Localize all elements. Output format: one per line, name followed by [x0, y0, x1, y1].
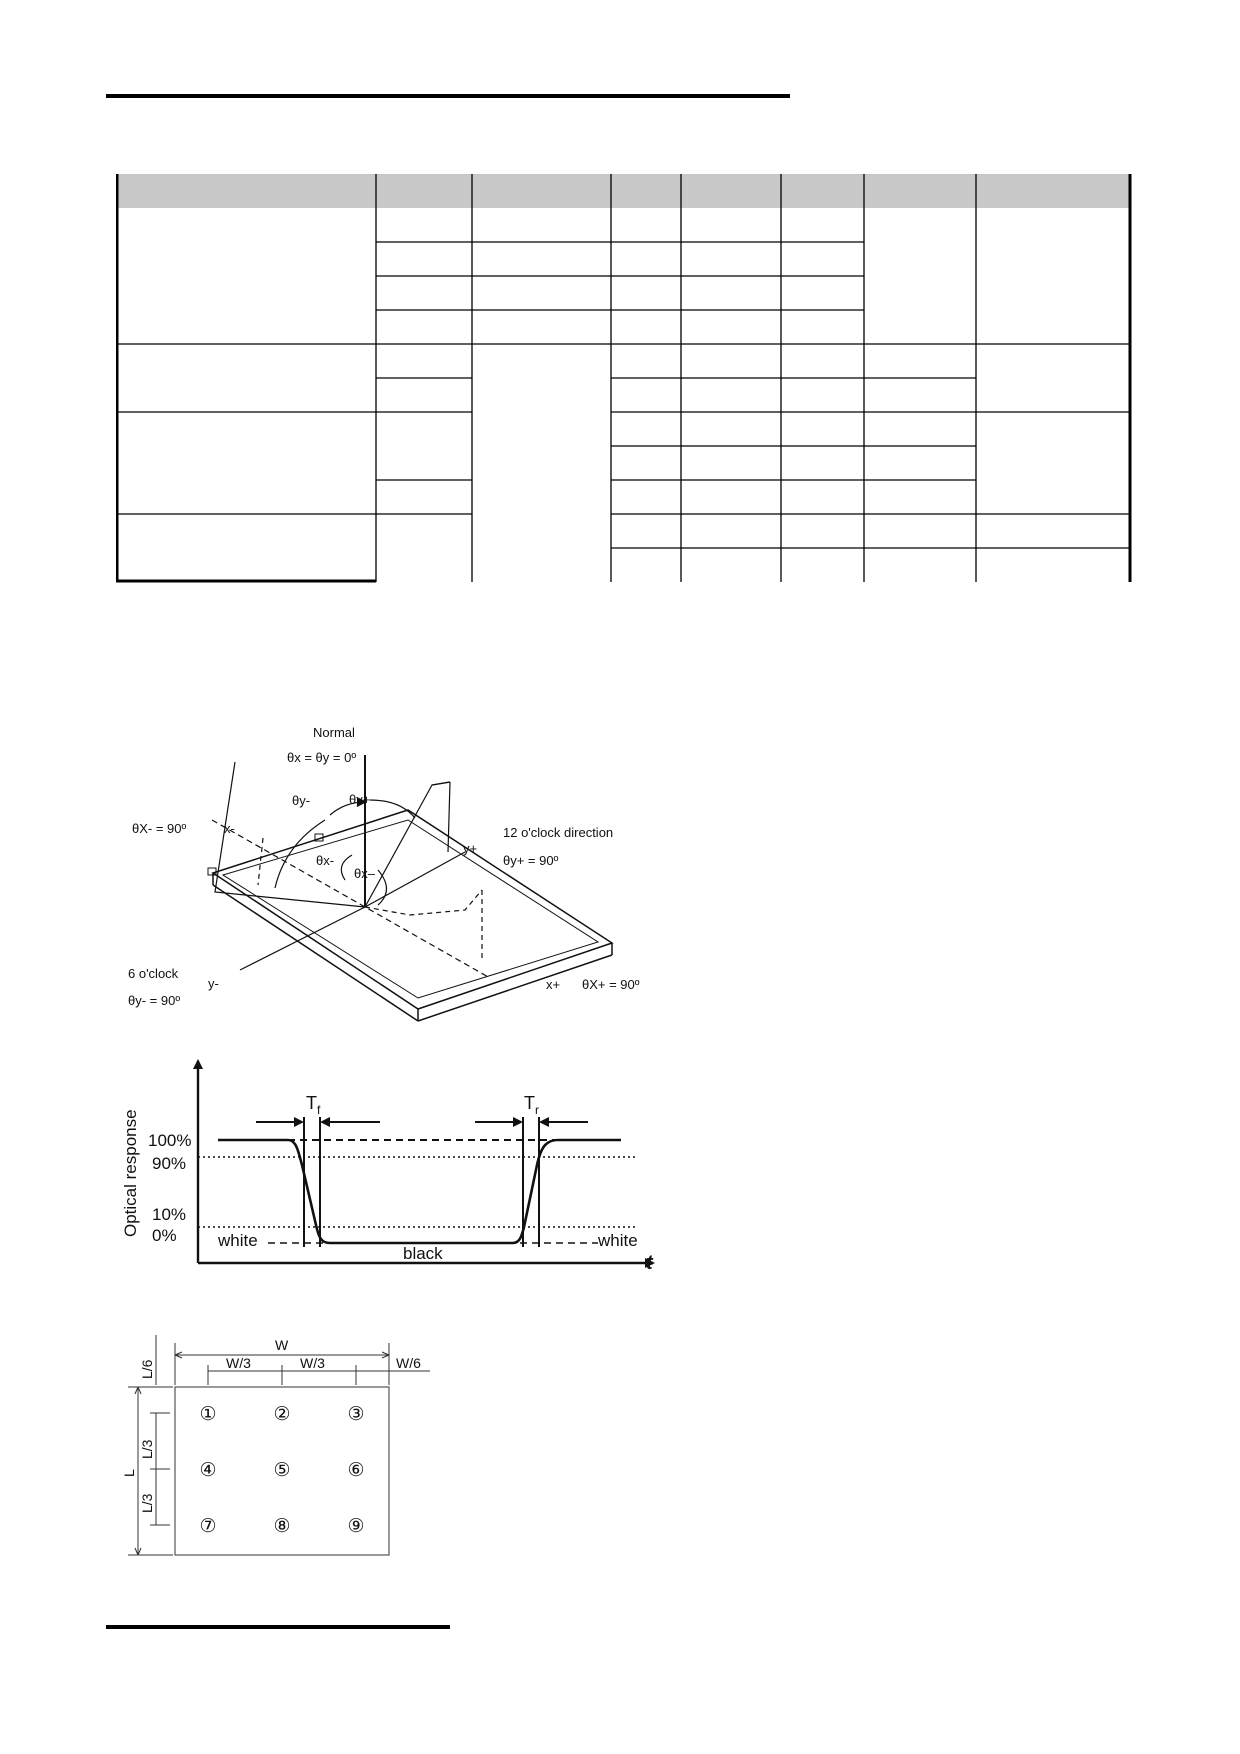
point-3: ③	[347, 1404, 365, 1425]
point-6: ⑥	[347, 1460, 365, 1481]
point-2: ②	[273, 1404, 291, 1425]
dim-w: W	[275, 1337, 289, 1353]
point-7: ⑦	[199, 1516, 217, 1537]
tick-0: 0%	[152, 1226, 177, 1245]
t-axis-label: t	[646, 1252, 653, 1274]
response-time-diagram	[118, 1055, 666, 1277]
measurement-points-diagram	[120, 1335, 440, 1565]
point-9: ⑨	[347, 1516, 365, 1537]
white-left-label: white	[218, 1231, 258, 1250]
axis-x-minus: x-	[224, 821, 235, 836]
six-oclock-label: 6 o'clock	[128, 966, 179, 981]
dim-w3-b: W/3	[300, 1355, 325, 1371]
point-1: ①	[199, 1404, 217, 1425]
white-right-label: white	[598, 1231, 638, 1250]
theta-x-minus-equation: θX- = 90º	[132, 821, 187, 836]
footer-rule	[106, 1625, 450, 1629]
black-label: black	[403, 1244, 443, 1263]
point-5: ⑤	[273, 1460, 291, 1481]
tick-10: 10%	[152, 1205, 187, 1224]
point-8: ⑧	[273, 1516, 291, 1537]
theta-y-plus-equation: θy+ = 90º	[503, 853, 559, 868]
dim-w3-a: W/3	[226, 1355, 251, 1371]
spec-table-grid	[116, 174, 1132, 584]
tr-label: $T_r$	[524, 1093, 539, 1117]
y-axis-label: Optical response	[121, 1109, 140, 1237]
point-4: ④	[199, 1460, 217, 1481]
normal-equation: θx = θy = 0º	[287, 750, 357, 765]
theta-x-minus-inner: θx-	[316, 853, 335, 868]
tf-label: $T_f$	[306, 1093, 321, 1117]
theta-y-plus: θy+	[349, 792, 371, 807]
header-rule	[106, 94, 790, 98]
axis-x-plus: x+	[546, 977, 561, 992]
tick-100: 100%	[148, 1131, 192, 1150]
axis-y-minus: y-	[208, 976, 219, 991]
dim-w6: W/6	[396, 1355, 421, 1371]
table-header-row	[116, 174, 1131, 208]
dim-l3-b: L/3	[139, 1493, 155, 1513]
viewing-angle-diagram	[120, 720, 680, 1030]
spec-table	[116, 174, 1132, 584]
theta-x-plus-equation: θX+ = 90º	[582, 977, 640, 992]
dim-l3-a: L/3	[139, 1439, 155, 1459]
theta-y-minus: θy-	[292, 793, 311, 808]
tick-90: 90%	[152, 1154, 187, 1173]
dim-l: L	[121, 1469, 137, 1477]
axis-y-plus: y+	[463, 841, 478, 856]
theta-y-minus-equation: θy- = 90º	[128, 993, 181, 1008]
normal-label: Normal	[313, 725, 355, 740]
theta-x-minus-right: θx–	[354, 866, 375, 881]
twelve-oclock-label: 12 o'clock direction	[503, 825, 614, 840]
dim-l6: L/6	[139, 1359, 155, 1379]
